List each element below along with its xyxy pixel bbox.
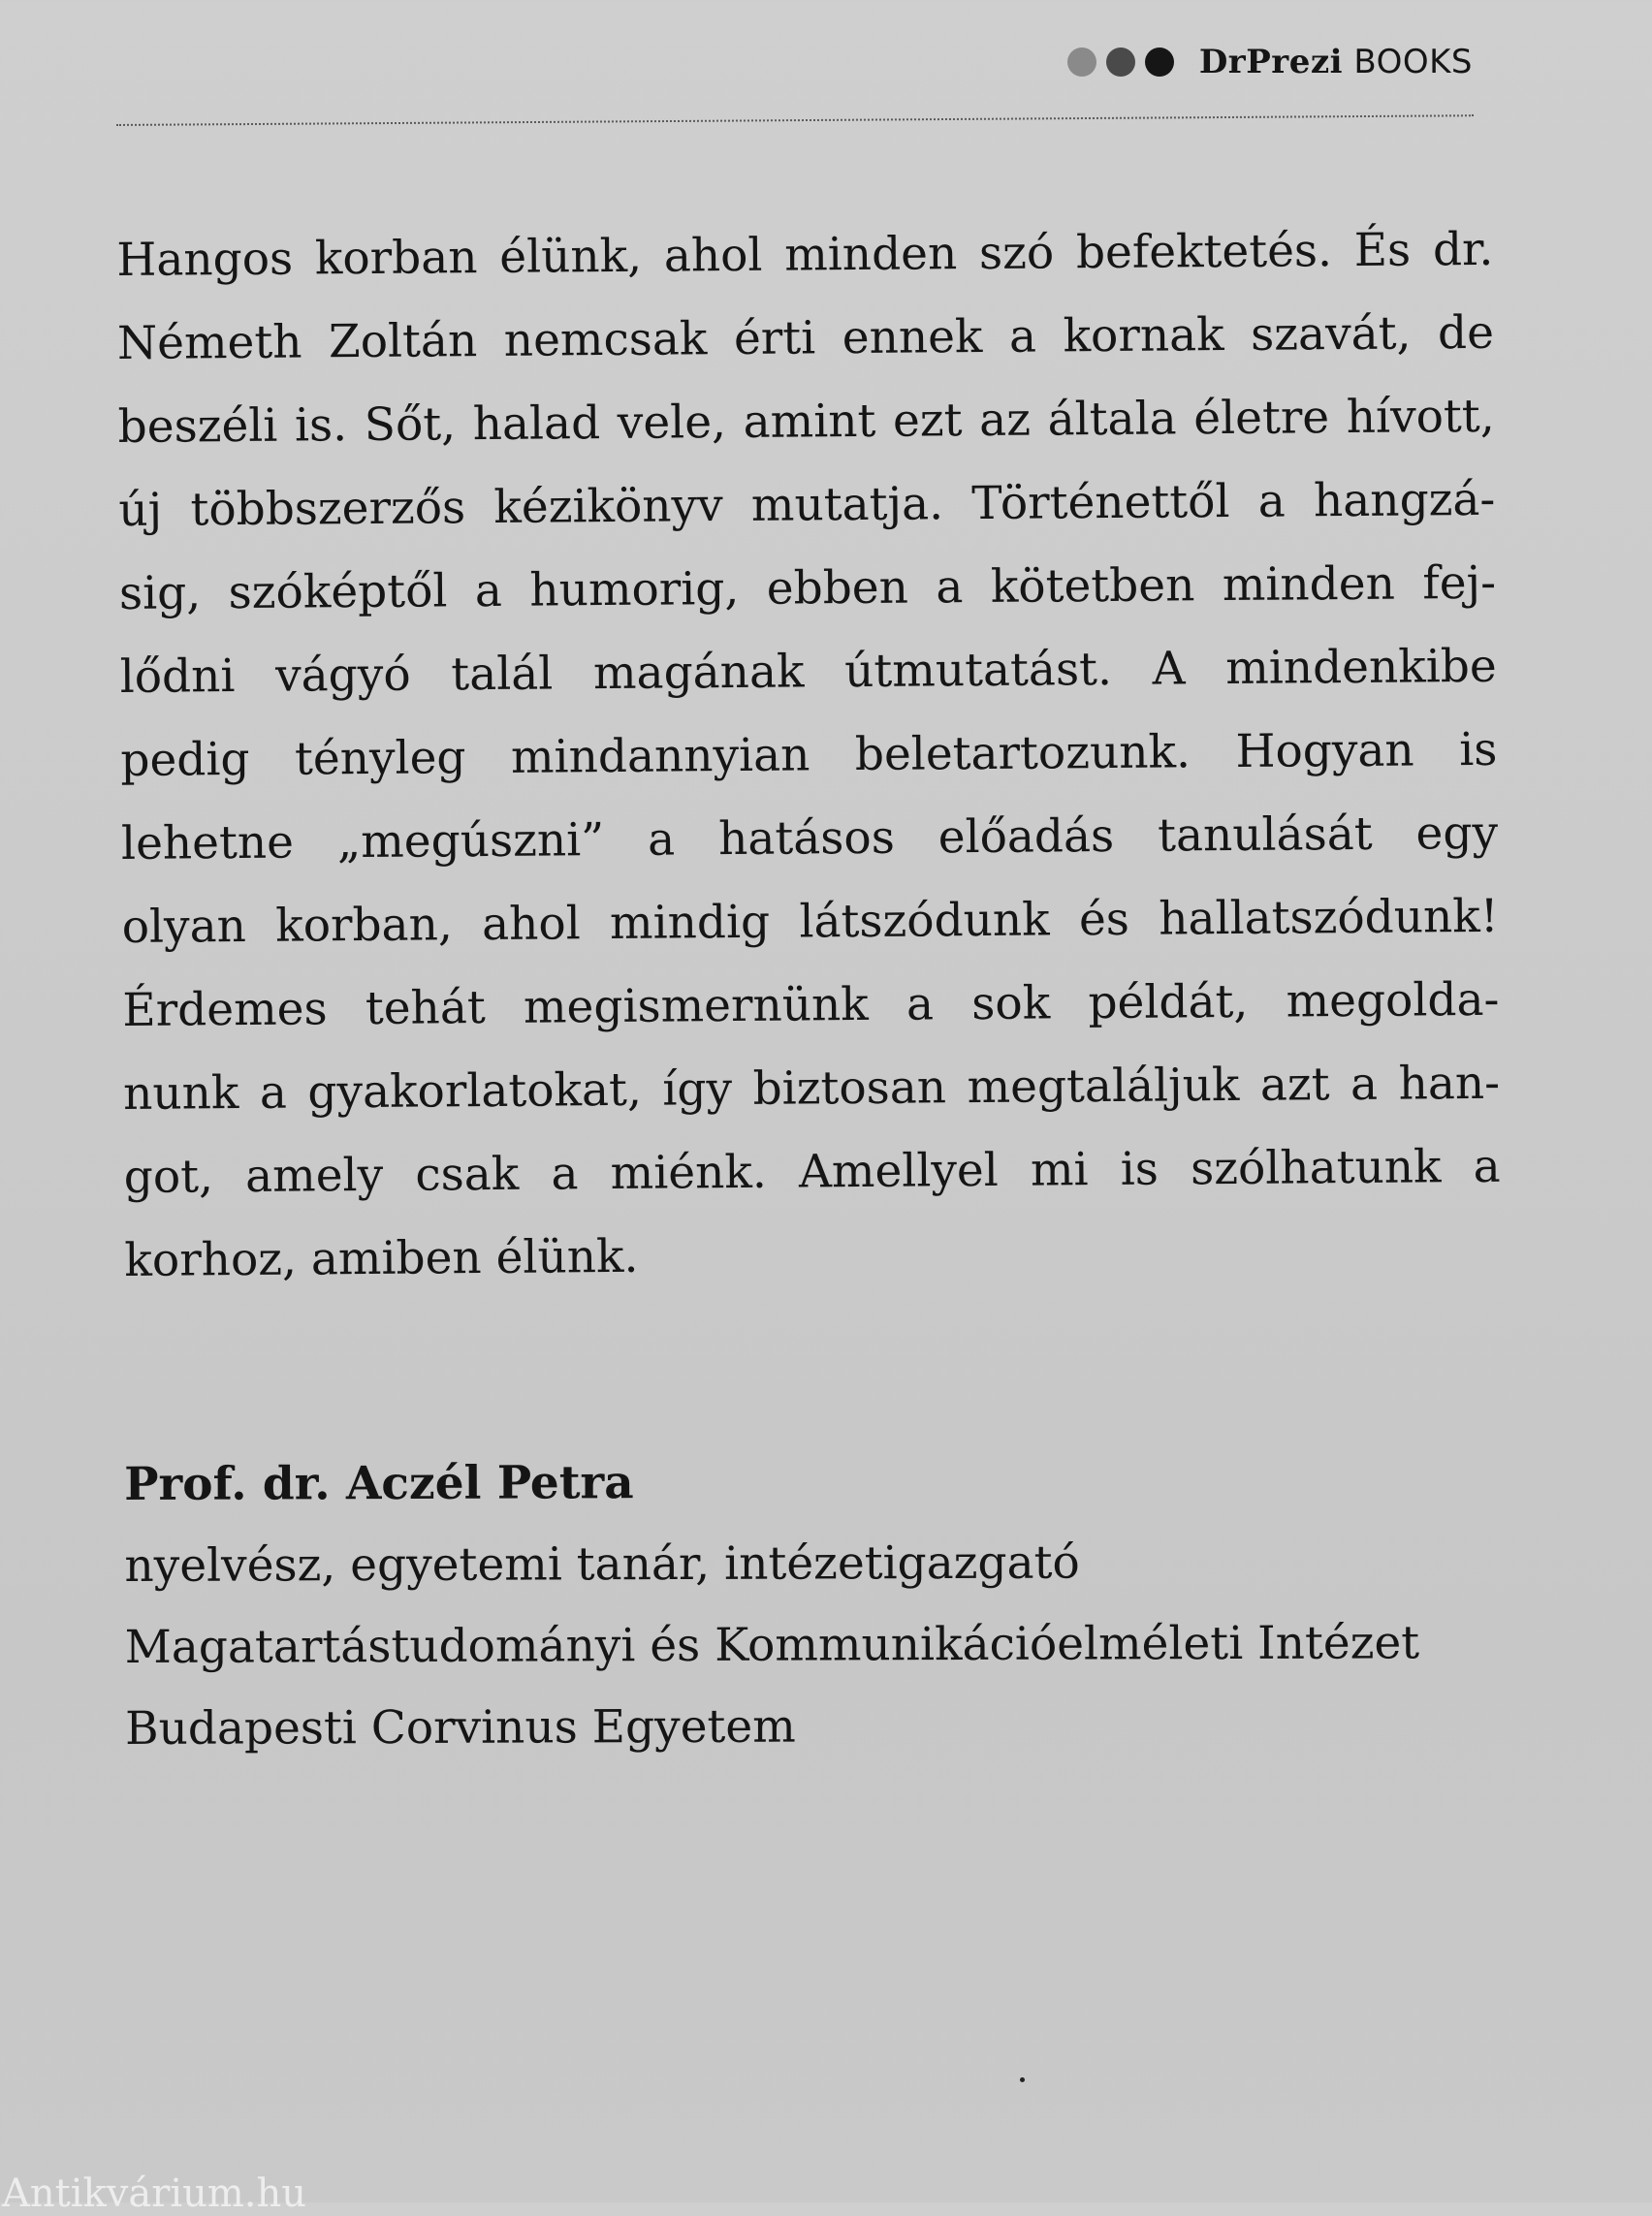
paragraph-line: pedig tényleg mindannyian beletartozunk. Hogyan is: [120, 722, 1498, 787]
paragraph-line: Érdemes tehát megismernünk a sok példát, megolda-: [122, 972, 1500, 1037]
paragraph-line: beszéli is. Sőt, halad vele, amint ezt az általa életre hívott,: [117, 389, 1495, 454]
paragraph-line: lődni vágyó talál magának útmutatást. A mindenkibe: [119, 639, 1497, 704]
brand-name: DrPrezi: [1198, 43, 1344, 81]
black-dot-icon: [1145, 47, 1174, 77]
body-paragraph: [116, 208, 1502, 1303]
grey-dot-icon: [1067, 47, 1096, 77]
paragraph-line: Hangos korban élünk, ahol minden szó befektetés. És dr.: [116, 222, 1494, 287]
paper-speck: [1020, 2077, 1025, 2082]
author-university: Budapesti Corvinus Egyetem: [124, 1699, 796, 1756]
author-signature: [124, 1440, 1502, 1770]
paragraph-line: nunk a gyakorlatokat, így biztosan megtaláljuk azt a han-: [122, 1056, 1501, 1121]
brand-suffix: BOOKS: [1353, 43, 1473, 81]
paragraph-line: sig, szóképtől a humorig, ebben a kötetben minden fej-: [118, 555, 1497, 620]
paragraph-line: új többszerzős kézikönyv mutatja. Történettől a hangzá-: [118, 472, 1496, 537]
paragraph-line: lehetne „megúszni” a hatásos előadás tanulását egy: [120, 806, 1499, 871]
page-header: [1067, 43, 1473, 81]
author-name: Prof. dr. Aczél Petra: [124, 1456, 634, 1511]
paragraph-line: got, amely csak a miénk. Amellyel mi is szólhatunk a: [123, 1139, 1501, 1204]
dark-dot-icon: [1106, 47, 1135, 77]
brand-dots-icon: [1067, 47, 1174, 77]
header-divider: [116, 114, 1474, 126]
author-title: nyelvész, egyetemi tanár, intézetigazgató: [124, 1535, 1080, 1593]
paragraph-last-line: korhoz, amiben élünk.: [124, 1229, 639, 1287]
brand-logo: [1199, 43, 1473, 81]
paragraph-line: Németh Zoltán nemcsak érti ennek a kornak szavát, de: [116, 305, 1495, 370]
watermark: Antikvárium.hu: [2, 2171, 307, 2216]
paragraph-line: olyan korban, ahol mindig látszódunk és hallatszódunk!: [121, 889, 1499, 954]
author-institute: Magatartástudományi és Kommunikációelméleti Intézet: [124, 1616, 1420, 1674]
